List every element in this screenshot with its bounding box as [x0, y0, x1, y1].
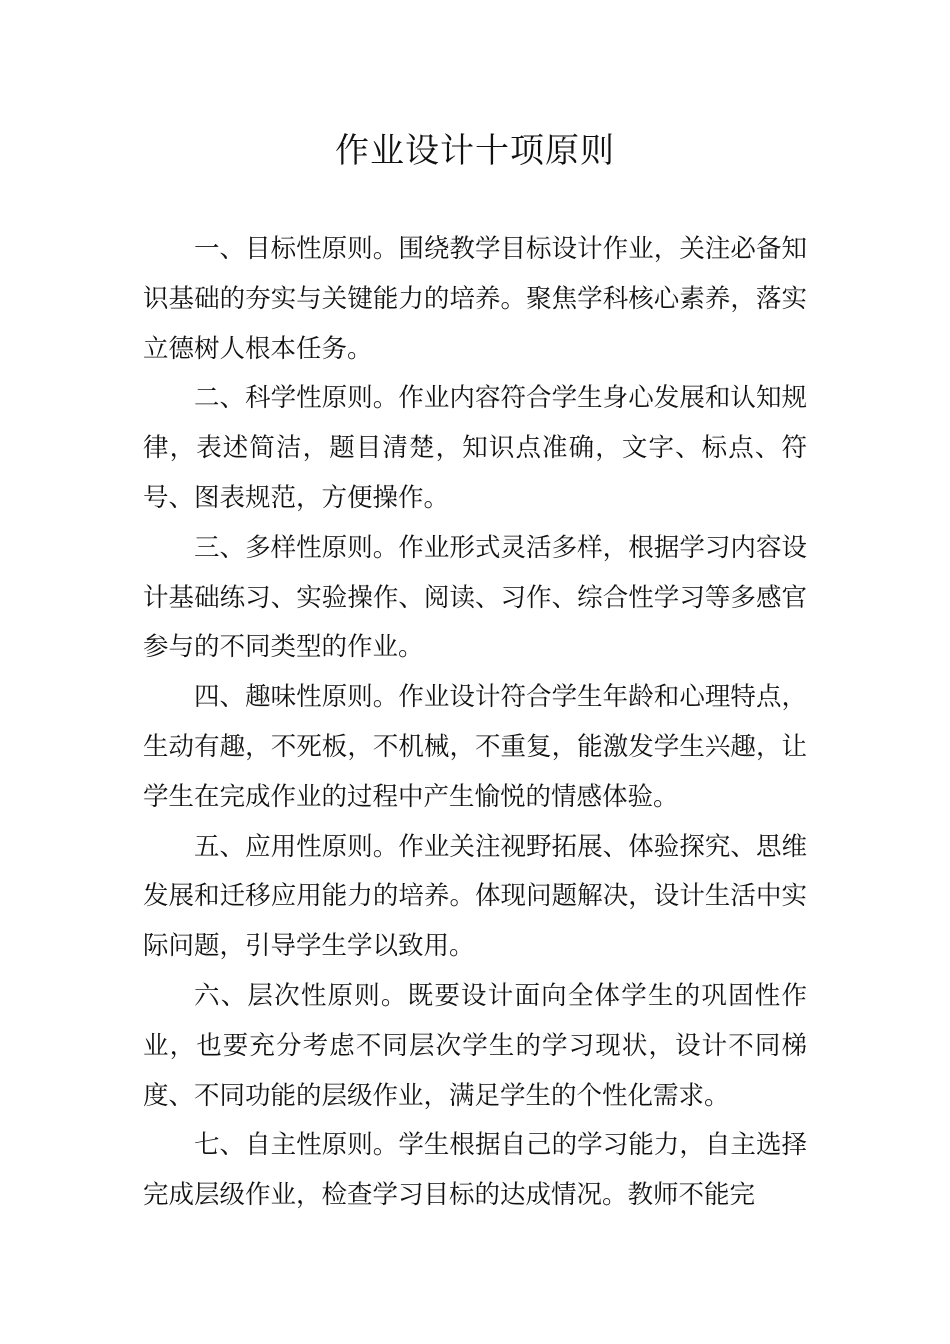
paragraph-principle-1: 一、目标性原则。围绕教学目标设计作业，关注必备知识基础的夯实与关键能力的培养。聚焦学科核心素养，落实立德树人根本任务。: [143, 234, 807, 364]
paragraph-principle-4: 四、趣味性原则。作业设计符合学生年龄和心理特点，生动有趣，不死板，不机械，不重复，能激发学生兴趣，让学生在完成作业的过程中产生愉悦的情感体验。: [143, 682, 807, 812]
document-body: [143, 225, 807, 1221]
paragraph-principle-3: 三、多样性原则。作业形式灵活多样，根据学习内容设计基础练习、实验操作、阅读、习作、综合性学习等多感官参与的不同类型的作业。: [143, 532, 807, 663]
paragraph-principle-2: 二、科学性原则。作业内容符合学生身心发展和认知规律，表述简洁，题目清楚，知识点准确，文字、标点、符号、图表规范，方便操作。: [143, 383, 807, 513]
paragraph-principle-5: 五、应用性原则。作业关注视野拓展、体验探究、思维发展和迁移应用能力的培养。体现问题解决，设计生活中实际问题，引导学生学以致用。: [143, 831, 807, 962]
paragraph-principle-7: 七、自主性原则。学生根据自己的学习能力，自主选择完成层级作业，检查学习目标的达成情况。教师不能完: [143, 1130, 807, 1211]
document-title: 作业设计十项原则: [335, 131, 615, 171]
paragraph-principle-6: 六、层次性原则。既要设计面向全体学生的巩固性作业，也要充分考虑不同层次学生的学习现状，设计不同梯度、不同功能的层级作业，满足学生的个性化需求。: [143, 980, 807, 1111]
